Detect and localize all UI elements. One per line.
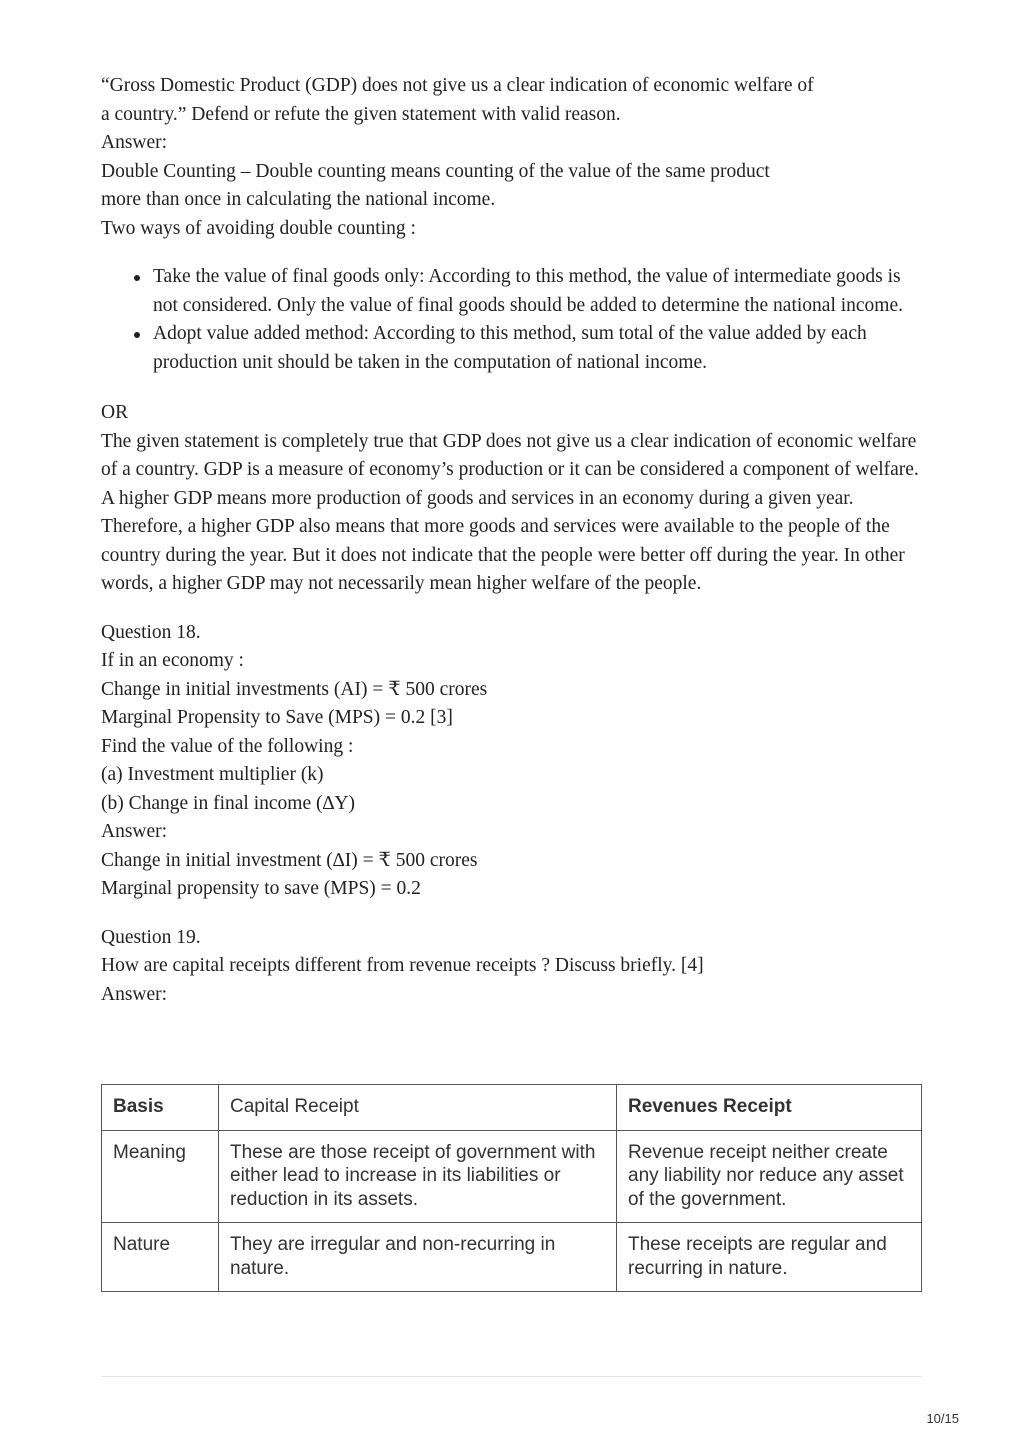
q18-line-5: (a) Investment multiplier (k) xyxy=(101,764,324,785)
list-item-value-added: Adopt value added method: According to this method, sum total of the value added by each production unit should be taken in the computation of national income. xyxy=(153,320,923,377)
q17-answer-label: Answer: xyxy=(101,132,168,153)
footer-divider xyxy=(101,1376,922,1377)
q19-answer-label: Answer: xyxy=(101,983,168,1005)
table-header-row xyxy=(102,1085,922,1131)
gdp-welfare-paragraph: The given statement is completely true that GDP does not give us a clear indication of economic welfare of a country. GDP is a measure of economy’s production or it can be considered a component of welfare. A higher GDP means more production of goods and services in an economy during a given year. Therefore, a higher GDP also means that more goods and services were available to the people of the country during the year. But it does not indicate that the people were better off during the year. In other words, a higher GDP may not necessarily mean higher welfare of the people. xyxy=(101,430,919,594)
q18-line-4: Find the value of the following : xyxy=(101,735,354,757)
page-number: 10/15 xyxy=(926,1411,959,1426)
or-label: OR xyxy=(101,402,129,423)
cell-revenue: Revenue receipt neither create any liability nor reduce any asset of the government. xyxy=(617,1130,922,1223)
q18-title: Question 18. xyxy=(101,621,201,643)
q17-statement-line-2: a country.” Defend or refute the given statement with valid reason. xyxy=(101,103,621,125)
q18-line-6: (b) Change in final income (∆Y) xyxy=(101,792,355,814)
cell-basis: Nature xyxy=(102,1223,219,1292)
table-row xyxy=(102,1223,922,1292)
header-basis: Basis xyxy=(102,1085,219,1131)
q18-answer-label: Answer: xyxy=(101,821,168,842)
list-item-final-goods: Take the value of final goods only: According to this method, the value of intermediate goods is not considered. Only the value of final goods should be added to determine the national income. xyxy=(153,263,923,320)
q18-line-1: If in an economy : xyxy=(101,650,244,671)
document-body xyxy=(101,72,923,1009)
q18-line-2: Change in initial investments (AI) = ₹ 500 crores xyxy=(101,678,488,700)
header-capital-receipt: Capital Receipt xyxy=(219,1085,617,1131)
q18-line-9: Marginal propensity to save (MPS) = 0.2 xyxy=(101,878,421,899)
q17-statement-line-1: “Gross Domestic Product (GDP) does not give us a clear indication of economic welfare of xyxy=(101,75,814,96)
cell-basis: Meaning xyxy=(102,1130,219,1223)
ways-heading: Two ways of avoiding double counting : xyxy=(101,217,416,239)
header-revenues-receipt: Revenues Receipt xyxy=(617,1085,922,1131)
double-counting-line-2: more than once in calculating the national income. xyxy=(101,189,496,210)
cell-capital: These are those receipt of government with either lead to increase in its liabilities or reduction in its assets. xyxy=(219,1130,617,1223)
double-counting-methods-list xyxy=(101,263,923,377)
table-row xyxy=(102,1130,922,1223)
q19-title: Question 19. xyxy=(101,926,201,948)
receipts-comparison-table xyxy=(101,1084,922,1292)
cell-capital: They are irregular and non-recurring in nature. xyxy=(219,1223,617,1292)
q18-line-3: Marginal Propensity to Save (MPS) = 0.2 [3] xyxy=(101,707,453,728)
q19-question: How are capital receipts different from revenue receipts ? Discuss briefly. [4] xyxy=(101,955,704,976)
double-counting-line-1: Double Counting – Double counting means counting of the value of the same product xyxy=(101,160,770,182)
q18-line-8: Change in initial investment (∆I) = ₹ 500 crores xyxy=(101,849,478,871)
cell-revenue: These receipts are regular and recurring in nature. xyxy=(617,1223,922,1292)
